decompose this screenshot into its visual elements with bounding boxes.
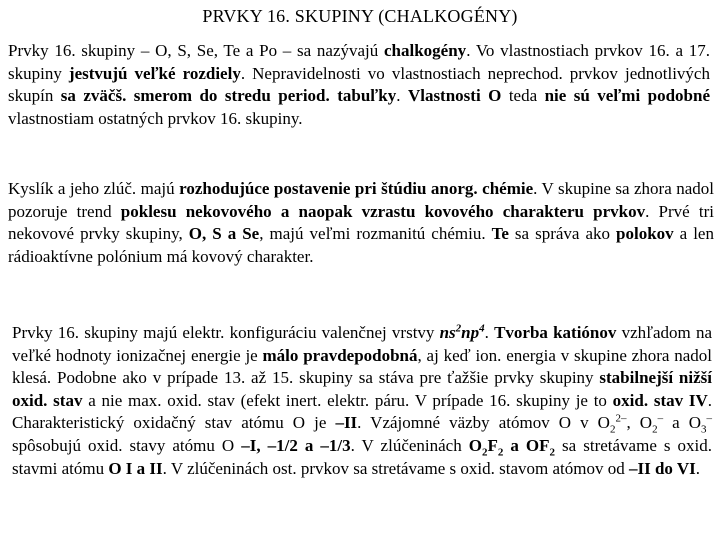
text-run: spôsobujú oxid. stavy atómu O: [12, 435, 242, 455]
text-run: vzhľadom na veľké hodnoty ionizačnej energie je: [12, 323, 713, 365]
text-run: sa stretávame s oxid. stavmi atómu: [12, 435, 712, 478]
text-run: . Vzájomné väzby atómov O v O: [357, 413, 610, 433]
emphasis-unlikely: málo pravdepodobná: [262, 345, 418, 365]
emphasis-trend: sa zväčš. smerom do stredu period. tabuľky: [60, 86, 397, 105]
emphasis-state-iv: oxid. stav IV: [612, 390, 708, 410]
text-run: . Vo vlastnostiach prvkov 16. a 17. skupiny: [8, 41, 710, 83]
term-chalkogeny: chalkogény: [384, 41, 467, 60]
emphasis-not-similar: nie sú veľmi podobné: [544, 86, 711, 105]
text-run: , aj keď ion. energia v skupine zhora nadol klesá. Podobne ako v prípade 13. až 15. skupiny sa stáva pre ťažšie prvky skupiny: [12, 345, 712, 388]
text-run: a len rádioaktívne polónium má kovový charakter.: [8, 224, 714, 266]
emphasis-fractional-states: –I, –1/2 a –1/3: [241, 435, 351, 455]
formula-o2f2: $O_2F_2$ a $OF_2$: [468, 435, 556, 459]
subscript: 2: [652, 423, 658, 436]
text-run: .: [484, 323, 495, 342]
text-run: . V zlúčeninách ost. prvkov sa stretávame s oxid. stavom atómov od: [162, 458, 629, 478]
text-run: Prvky 16. skupiny majú elektr. konfiguráciu valenčnej vrstvy: [12, 323, 440, 342]
text-run: . V skupine sa zhora nadol pozoruje trend: [8, 179, 714, 221]
subscript: 2: [609, 423, 616, 436]
config-ns: $ns^2np^4$: [439, 322, 485, 342]
emphasis-nonmetals: O, S a Se: [188, 224, 260, 243]
text-run: Prvky 16. skupiny – O, S, Se, Te a Po – sa nazývajú: [8, 41, 384, 60]
emphasis-tellurium: Te: [491, 224, 509, 243]
text-run: sa správa ako: [508, 224, 617, 243]
emphasis-range: –II do VI: [628, 458, 696, 478]
emphasis-minus-two: –II: [335, 413, 358, 433]
emphasis-o-i-ii: O I a II: [108, 458, 163, 478]
superscript: –: [706, 412, 712, 425]
text-run: a nie max. oxid. stav (efekt inert. elektr. páru. V prípade 16. skupiny je to: [82, 390, 613, 410]
text-run: , majú veľmi rozmanitú chémiu.: [259, 224, 492, 243]
text-run: . Nepravidelnosti vo vlastnostiach neprechod. prvkov jednotlivých skupín: [8, 63, 710, 105]
text-run: , O: [626, 413, 653, 433]
superscript: 2–: [615, 412, 627, 425]
text-run: .: [396, 86, 408, 105]
text-run: a O: [663, 413, 701, 433]
emphasis-key-role: rozhodujúce postavenie pri štúdiu anorg. chémie: [179, 179, 534, 198]
text-run: . Prvé tri nekovové prvky skupiny,: [8, 201, 714, 243]
emphasis-metalloid: polokov: [616, 224, 674, 243]
emphasis-cations: Tvorba katiónov: [494, 323, 617, 342]
emphasis-oxygen-properties: Vlastnosti O: [407, 86, 502, 105]
emphasis-differences: jestvujú veľké rozdiely: [68, 63, 241, 83]
page-title: PRVKY 16. SKUPINY (CHALKOGÉNY): [202, 6, 518, 26]
paragraph-group-overview: [8, 40, 710, 130]
text-run: teda: [501, 86, 545, 105]
text-run: Kyslík a jeho zlúč. majú: [8, 179, 180, 198]
emphasis-metallic-trend: poklesu nekovového a naopak vzrastu kovového charakteru prvkov: [120, 201, 646, 221]
paragraph-electron-configuration: [12, 322, 712, 480]
text-run: . Charakteristický oxidačný stav atómu O je: [12, 390, 712, 433]
emphasis-lower-state: stabilnejší nižší oxid. stav: [12, 368, 712, 410]
paragraph-oxygen-trends: [8, 178, 714, 268]
text-run: vlastnostiam ostatných prvkov 16. skupiny.: [8, 108, 303, 128]
subscript: 3: [701, 423, 707, 436]
superscript: –: [657, 412, 664, 425]
text-run: .: [695, 458, 701, 478]
text-run: . V zlúčeninách: [350, 435, 469, 455]
